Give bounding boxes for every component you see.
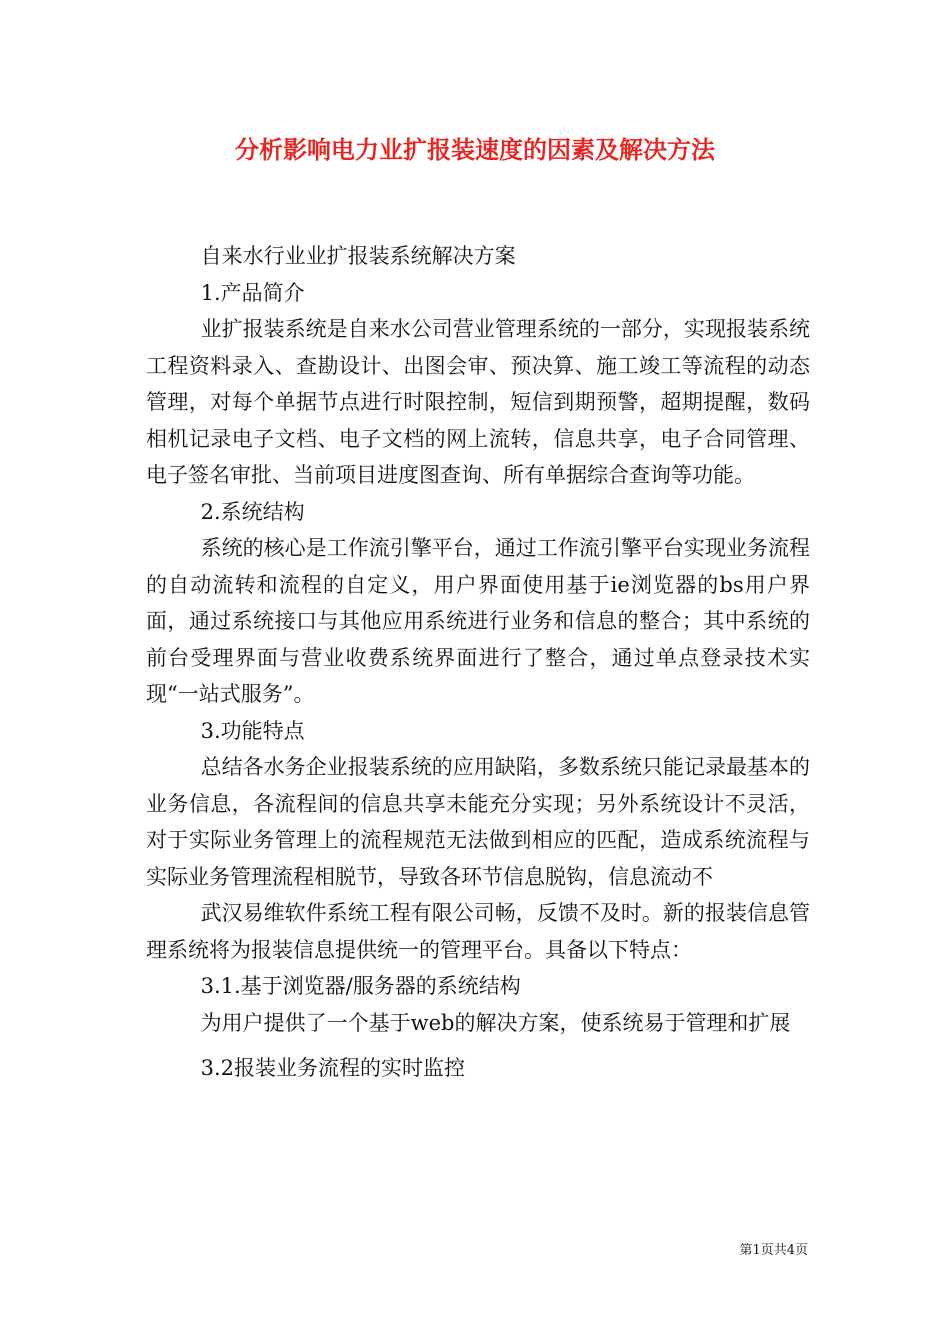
section-heading-3-1: 3.1.基于浏览器/服务器的系统结构 [200,974,521,998]
document-body [146,238,810,1087]
paragraph-subtitle: 自来水行业业扩报装系统解决方案 [200,244,516,268]
paragraph-3-1: 为用户提供了一个基于web的解决方案，使系统易于管理和扩展 [200,1010,791,1035]
section-heading-3-2: 3.2报装业务流程的实时监控 [200,1056,465,1080]
page-number-footer: 第1页共4页 [739,1243,808,1258]
document-title: 分析影响电力业扩报装速度的因素及解决方法 [235,136,715,164]
paragraph-features-cont: 武汉易维软件系统工程有限公司畅，反馈不及时。新的报装信息管理系统将为报装信息提供统一的管理平台。具备以下特点： [146,901,810,962]
section-heading-intro: 1.产品简介 [200,280,305,305]
section-heading-features: 3.功能特点 [200,718,305,743]
paragraph-intro: 业扩报装系统是自来水公司营业管理系统的一部分，实现报装系统工程资料录入、查勘设计、出图会审、预决算、施工竣工等流程的动态管理，对每个单据节点进行时限控制，短信到期预警，超期提醒，数码相机记录电子文档、电子文档的网上流转，信息共享，电子合同管理、电子签名审批、当前项目进度图查询、所有单据综合查询等功能。 [146,317,810,487]
paragraph-features: 总结各水务企业报装系统的应用缺陷，多数系统只能记录最基本的业务信息，各流程间的信息共享未能充分实现；另外系统设计不灵活，对于实际业务管理上的流程规范无法做到相应的匹配，造成系统流程与实际业务管理流程相脱节，导致各环节信息脱钩，信息流动不 [146,755,810,889]
paragraph-structure: 系统的核心是工作流引擎平台，通过工作流引擎平台实现业务流程的自动流转和流程的自定义，用户界面使用基于ie浏览器的bs用户界面，通过系统接口与其他应用系统进行业务和信息的整合；其中系统的前台受理界面与营业收费系统界面进行了整合，通过单点登录技术实现“一站式服务”。 [146,536,810,706]
section-heading-structure: 2.系统结构 [200,499,305,524]
